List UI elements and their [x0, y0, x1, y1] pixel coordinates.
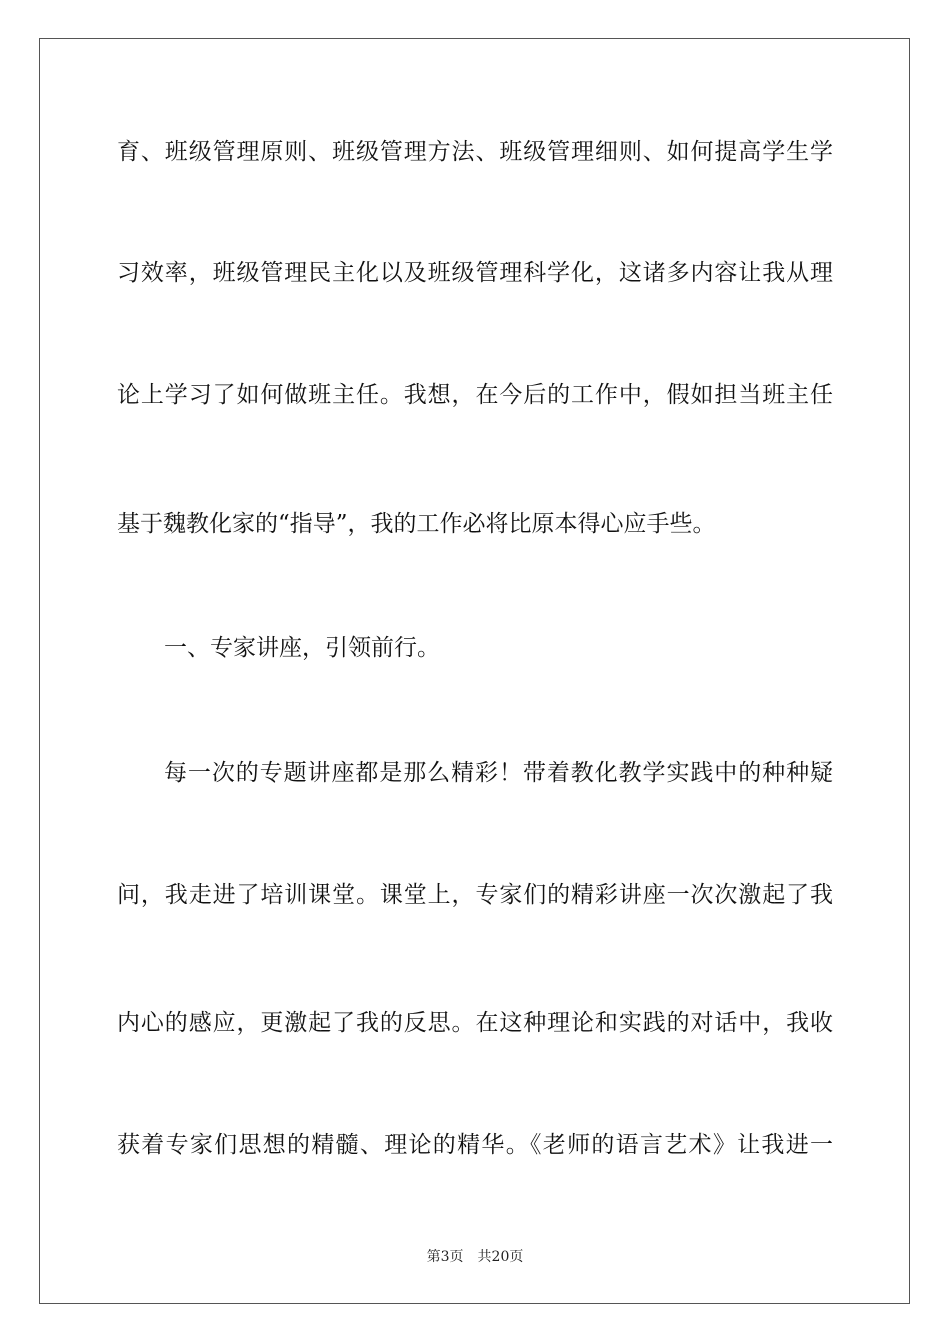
page-number: 第3页	[426, 1249, 464, 1265]
paragraph-line-3: 论上学习了如何做班主任。我想，在今后的工作中，假如担当班主任	[117, 382, 833, 408]
page-total: 共20页	[477, 1249, 524, 1265]
paragraph-line-6: 问，我走进了培训课堂。课堂上，专家们的精彩讲座一次次激起了我	[117, 882, 833, 908]
paragraph-line-4: 基于魏教化家的“指导”，我的工作必将比原本得心应手些。	[117, 511, 716, 537]
paragraph-line-8: 获着专家们思想的精髓、理论的精华。《老师的语言艺术》让我进一	[117, 1132, 833, 1158]
page-border	[39, 38, 910, 1304]
section-heading: 一、专家讲座，引领前行。	[164, 635, 440, 661]
page-footer	[0, 1248, 950, 1266]
paragraph-line-2: 习效率，班级管理民主化以及班级管理科学化，这诸多内容让我从理	[117, 260, 833, 286]
paragraph-line-1: 育、班级管理原则、班级管理方法、班级管理细则、如何提高学生学	[117, 139, 833, 165]
paragraph-line-7: 内心的感应，更激起了我的反思。在这种理论和实践的对话中，我收	[117, 1010, 833, 1036]
paragraph-line-5: 每一次的专题讲座都是那么精彩！带着教化教学实践中的种种疑	[164, 760, 833, 786]
